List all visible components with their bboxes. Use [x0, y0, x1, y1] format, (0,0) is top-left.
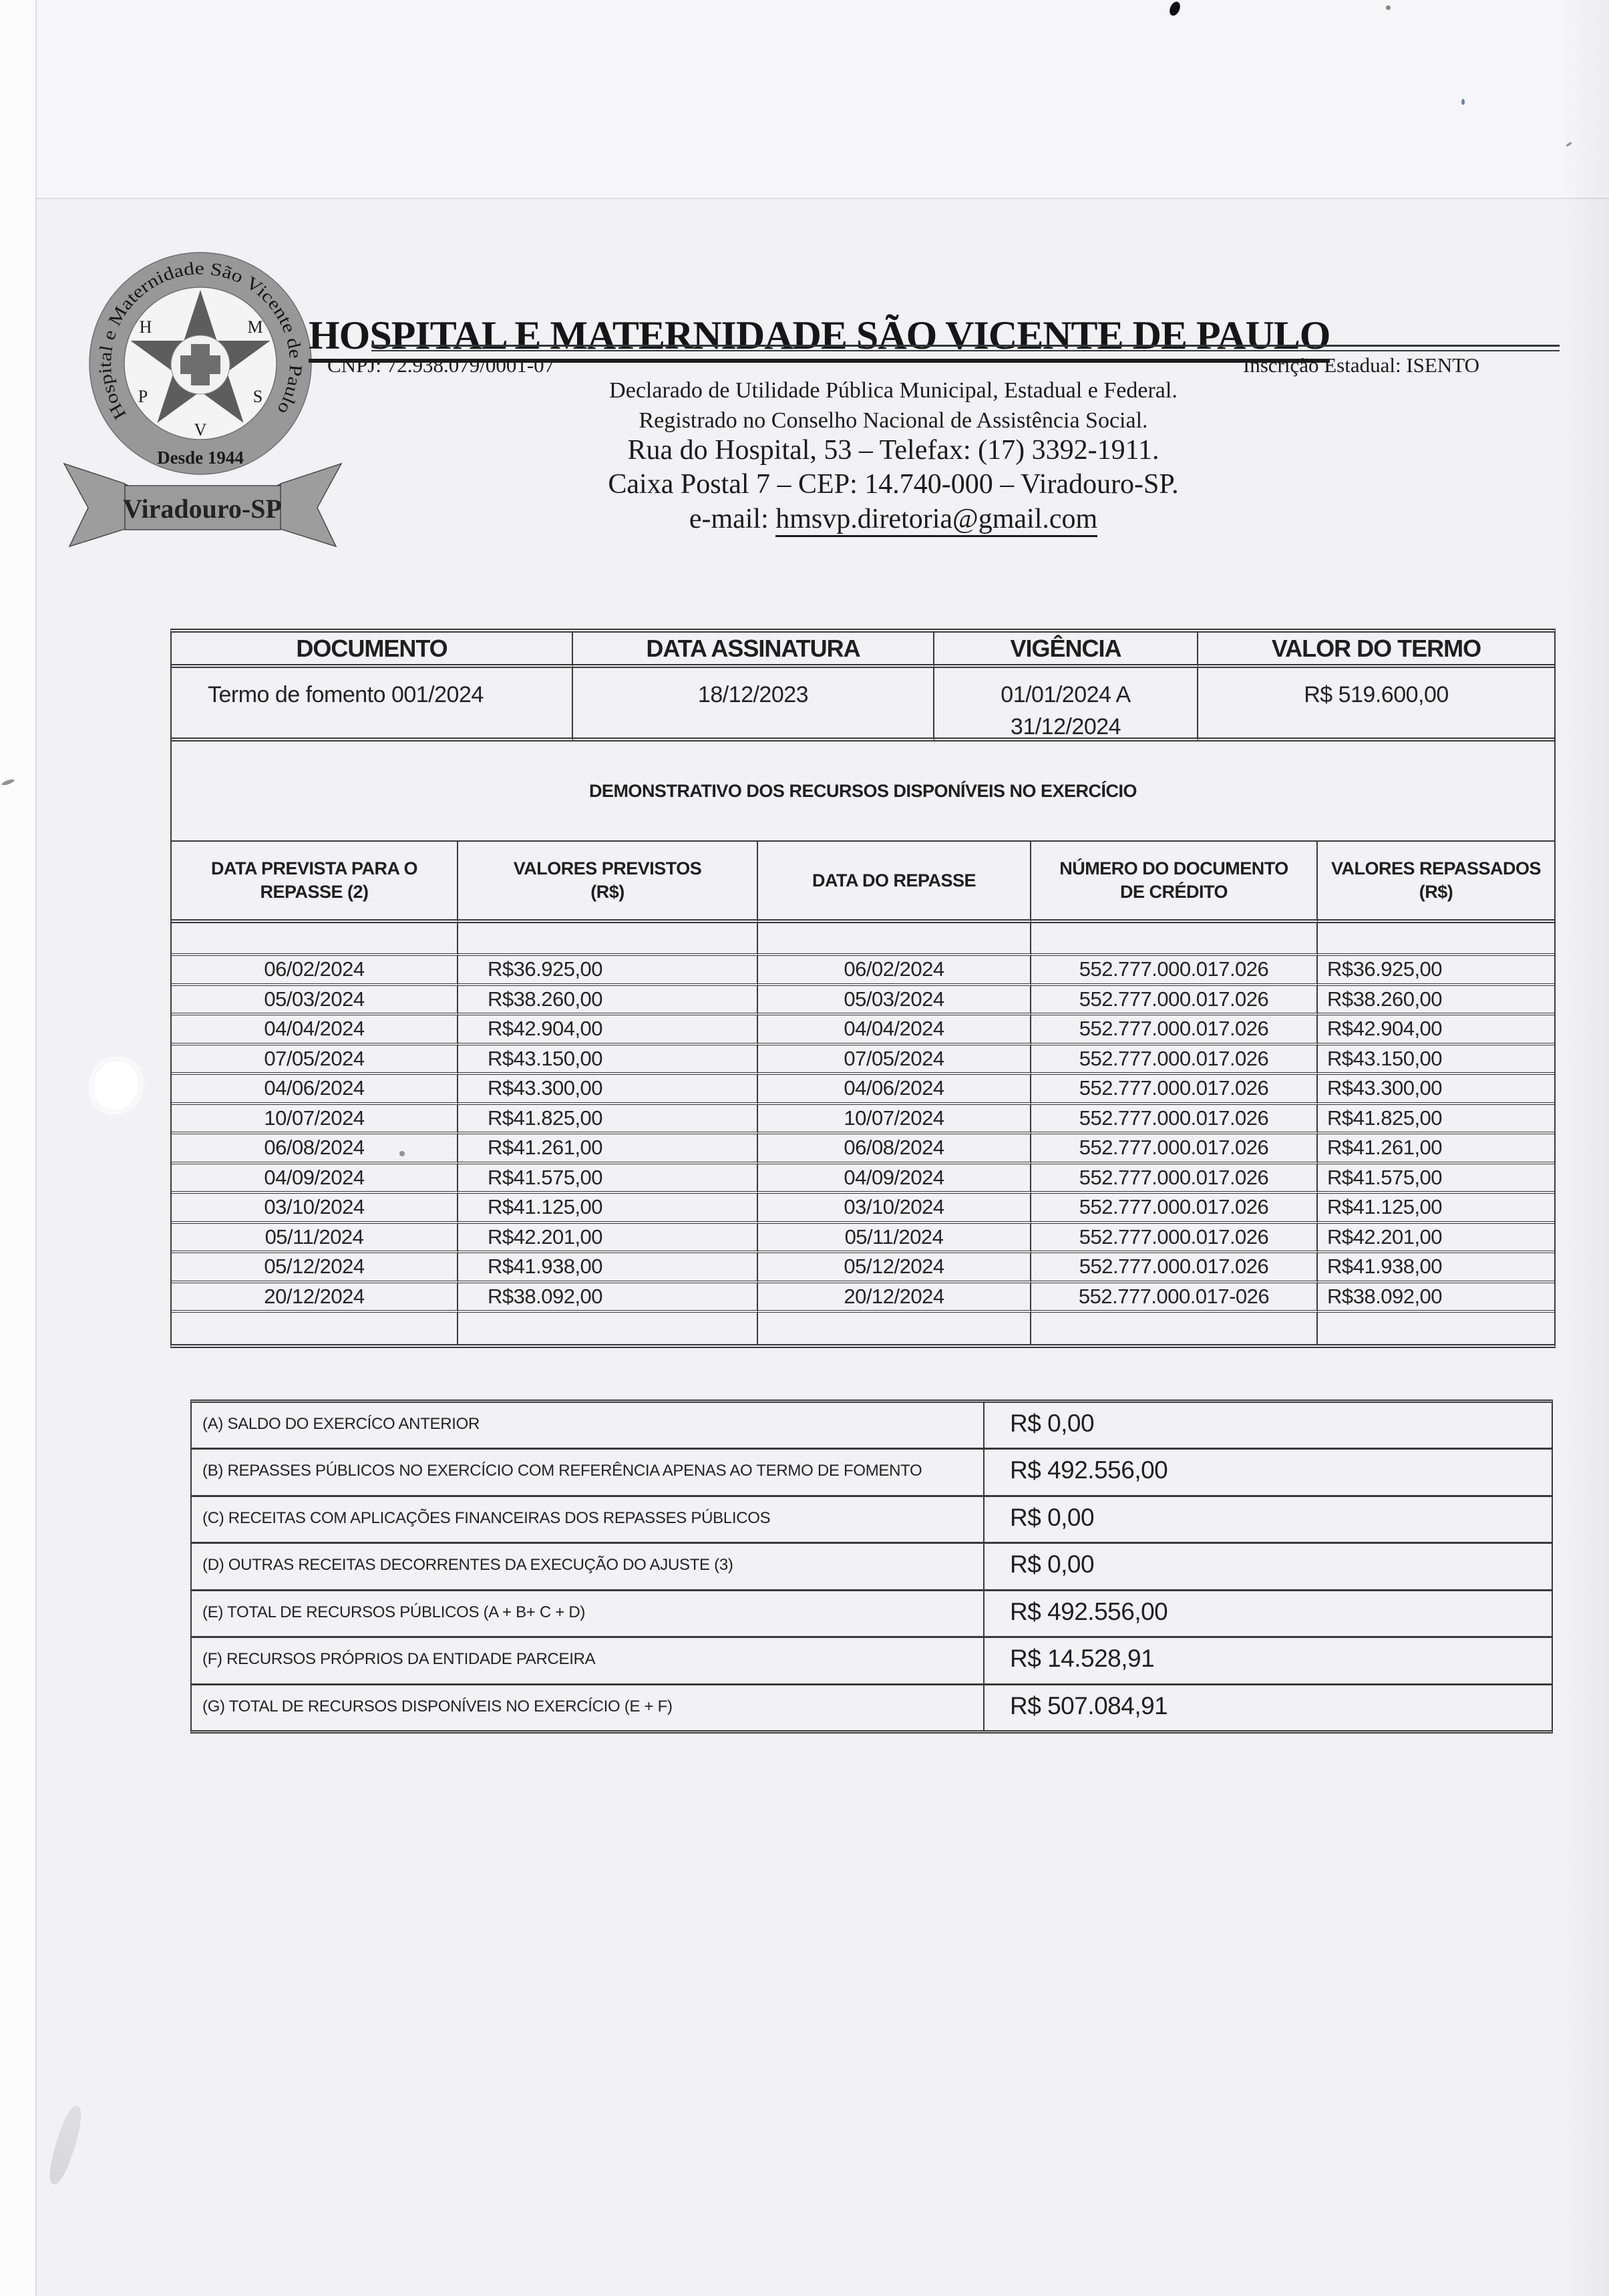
table-cell: 04/09/2024 [172, 1164, 458, 1194]
summary-table [190, 1400, 1553, 1734]
registration-row [327, 353, 1479, 377]
logo-since: Desde 1944 [157, 448, 244, 468]
declaration-line: Declarado de Utilidade Pública Municipal, Estadual e Federal. [609, 378, 1178, 403]
table-cell: R$38.260,00 [1318, 986, 1554, 1016]
scan-shadow [1562, 0, 1609, 2296]
logo-ribbon-text: Viradouro-SP [123, 494, 282, 524]
table-row [172, 1015, 1554, 1045]
column-header: NÚMERO DO DOCUMENTO DE CRÉDITO [1031, 842, 1318, 923]
table-cell: R$41.261,00 [458, 1134, 758, 1164]
term-table-header [172, 633, 1554, 668]
table-cell: 04/09/2024 [758, 1164, 1031, 1194]
ink-speck [1461, 99, 1465, 105]
table-row [172, 1164, 1554, 1194]
table-cell: 05/03/2024 [172, 986, 458, 1016]
table-cell: 552.777.000.017.026 [1031, 1194, 1318, 1224]
table-cell: R$42.904,00 [1318, 1015, 1554, 1045]
table-cell: R$43.150,00 [458, 1045, 758, 1076]
table-cell: R$42.201,00 [1318, 1224, 1554, 1254]
vigencia-line2: 31/12/2024 [1010, 714, 1121, 740]
street-line: Rua do Hospital, 53 – Telefax: (17) 3392-1911. [627, 435, 1159, 466]
table-cell: 04/04/2024 [172, 1015, 458, 1045]
table-cell: 05/03/2024 [758, 986, 1031, 1016]
column-header: DATA ASSINATURA [573, 633, 934, 668]
table-cell: 552.777.000.017.026 [1031, 1253, 1318, 1283]
table-cell: 552.777.000.017-026 [1031, 1283, 1318, 1313]
table-cell: 552.777.000.017.026 [1031, 1164, 1318, 1194]
table-cell: 05/12/2024 [758, 1253, 1031, 1283]
table-cell: R$41.938,00 [458, 1253, 758, 1283]
table-cell: 06/08/2024 [758, 1134, 1031, 1164]
page-title-text: HOSPITAL E MATERNIDADE SÃO VICENTE DE PAULO [309, 313, 1330, 363]
logo-initial: V [194, 420, 207, 440]
logo-initial: P [138, 387, 148, 406]
summary-row [192, 1591, 1552, 1638]
table-cell: 552.777.000.017.026 [1031, 1105, 1318, 1135]
table-cell: R$41.125,00 [1318, 1194, 1554, 1224]
table-cell: 07/05/2024 [758, 1045, 1031, 1076]
table-cell: R$38.092,00 [458, 1283, 758, 1313]
column-header: DOCUMENTO [172, 633, 573, 668]
summary-label: (A) SALDO DO EXERCÍCO ANTERIOR [192, 1403, 985, 1448]
email-line [311, 503, 1476, 535]
summary-value: R$ 0,00 [1010, 1410, 1095, 1437]
summary-label: (G) TOTAL DE RECURSOS DISPONÍVEIS NO EXERCÍCIO (E + F) [192, 1685, 985, 1730]
table-cell: 552.777.000.017.026 [1031, 986, 1318, 1016]
summary-label: (B) REPASSES PÚBLICOS NO EXERCÍCIO COM REFERÊNCIA APENAS AO TERMO DE FOMENTO [192, 1450, 985, 1494]
table-row [172, 1105, 1554, 1135]
column-header: VALOR DO TERMO [1198, 633, 1554, 668]
table-row [172, 956, 1554, 986]
summary-row [192, 1497, 1552, 1544]
correction-blob [92, 1059, 140, 1112]
table-cell: 05/11/2024 [172, 1224, 458, 1254]
table-cell: R$36.925,00 [458, 956, 758, 986]
inscricao-estadual: Inscrição Estadual: ISENTO [1242, 353, 1479, 377]
medical-cross-icon [180, 355, 220, 374]
table-cell: R$41.575,00 [1318, 1164, 1554, 1194]
table-cell: 06/02/2024 [758, 956, 1031, 986]
summary-label: (F) RECURSOS PRÓPRIOS DA ENTIDADE PARCEIRA [192, 1638, 985, 1683]
table-cell: 05/11/2024 [758, 1224, 1031, 1254]
table-cell: R$43.300,00 [458, 1075, 758, 1105]
scan-page-edge [37, 198, 1609, 199]
summary-row [192, 1685, 1552, 1730]
table-cell: 05/12/2024 [172, 1253, 458, 1283]
column-header: VALORES PREVISTOS (R$) [458, 842, 758, 923]
email-label: e-mail: [689, 504, 776, 534]
table-cell: R$38.092,00 [1318, 1283, 1554, 1313]
summary-row [192, 1544, 1552, 1591]
table-cell: R$43.300,00 [1318, 1075, 1554, 1105]
table-cell: R$41.825,00 [458, 1105, 758, 1135]
table-cell: 04/06/2024 [758, 1075, 1031, 1105]
table-row [172, 1194, 1554, 1224]
postal-line: Caixa Postal 7 – CEP: 14.740-000 – Viradouro-SP. [608, 469, 1179, 500]
scan-top-zone [37, 0, 1609, 198]
page-title [309, 313, 1330, 359]
table-cell: 03/10/2024 [758, 1194, 1031, 1224]
vigencia-cell [934, 668, 1198, 742]
header-rule [371, 345, 1560, 351]
term-table-row [172, 668, 1554, 742]
table-cell: 552.777.000.017.026 [1031, 1075, 1318, 1105]
summary-value: R$ 492.556,00 [1010, 1456, 1168, 1484]
data-assinatura-cell: 18/12/2023 [573, 668, 934, 742]
logo-ring-text-curve: Hospital e Maternidade São Vicente de Paulo [94, 258, 307, 424]
summary-value: R$ 14.528,91 [1010, 1645, 1155, 1673]
spacer-row [172, 923, 1554, 956]
summary-value: R$ 0,00 [1010, 1503, 1095, 1531]
repasse-table-body [172, 956, 1554, 1313]
table-cell: 07/05/2024 [172, 1045, 458, 1076]
vigencia-line1: 01/01/2024 A [1001, 682, 1131, 707]
summary-row [192, 1638, 1552, 1685]
table-cell: 04/04/2024 [758, 1015, 1031, 1045]
summary-label: (C) RECEITAS COM APLICAÇÕES FINANCEIRAS DOS REPASSES PÚBLICOS [192, 1497, 985, 1542]
summary-value: R$ 507.084,91 [1010, 1691, 1168, 1719]
main-tables [170, 629, 1556, 1348]
summary-row [192, 1403, 1552, 1450]
table-cell: 552.777.000.017.026 [1031, 1224, 1318, 1254]
pencil-smudge [45, 2104, 86, 2187]
scanner-margin [0, 0, 37, 2296]
table-cell: R$41.575,00 [458, 1164, 758, 1194]
cnpj-value: CNPJ: 72.938.079/0001-07 [327, 353, 555, 377]
table-row [172, 1045, 1554, 1076]
column-header: DATA PREVISTA PARA O REPASSE (2) [172, 842, 458, 923]
table-cell: R$43.150,00 [1318, 1045, 1554, 1076]
table-cell: 04/06/2024 [172, 1075, 458, 1105]
summary-label: (D) OUTRAS RECEITAS DECORRENTES DA EXECUÇÃO DO AJUSTE (3) [192, 1544, 985, 1589]
table-cell: R$41.125,00 [458, 1194, 758, 1224]
ribbon-tail-left [64, 464, 125, 546]
ink-speck [1386, 5, 1391, 10]
table-cell: 552.777.000.017.026 [1031, 1134, 1318, 1164]
summary-label: (E) TOTAL DE RECURSOS PÚBLICOS (A + B+ C + D) [192, 1591, 985, 1636]
summary-value: R$ 0,00 [1010, 1550, 1095, 1579]
table-cell: 10/07/2024 [758, 1105, 1031, 1135]
table-cell: 552.777.000.017.026 [1031, 1015, 1318, 1045]
table-cell: R$36.925,00 [1318, 956, 1554, 986]
table-cell: 06/02/2024 [172, 956, 458, 986]
documento-cell: Termo de fomento 001/2024 [172, 668, 573, 742]
table-cell: 552.777.000.017.026 [1031, 956, 1318, 986]
spacer-row [172, 1313, 1554, 1344]
column-header: VALORES REPASSADOS (R$) [1318, 842, 1554, 923]
summary-row [192, 1450, 1552, 1496]
valor-termo-cell: R$ 519.600,00 [1198, 668, 1554, 742]
table-cell: R$41.938,00 [1318, 1253, 1554, 1283]
section-title: DEMONSTRATIVO DOS RECURSOS DISPONÍVEIS NO EXERCÍCIO [172, 742, 1554, 842]
table-row [172, 1224, 1554, 1254]
column-header: VIGÊNCIA [934, 633, 1198, 668]
table-row [172, 986, 1554, 1016]
table-cell: 03/10/2024 [172, 1194, 458, 1224]
column-header: DATA DO REPASSE [758, 842, 1031, 923]
table-cell: R$41.261,00 [1318, 1134, 1554, 1164]
table-cell: R$38.260,00 [458, 986, 758, 1016]
logo-initial: S [252, 387, 263, 406]
hospital-logo [59, 249, 353, 583]
table-cell: 552.777.000.017.026 [1031, 1045, 1318, 1076]
table-row [172, 1134, 1554, 1164]
registration-line: Registrado no Conselho Nacional de Assistência Social. [639, 408, 1148, 433]
table-row [172, 1253, 1554, 1283]
table-row [172, 1075, 1554, 1105]
table-cell: 20/12/2024 [172, 1283, 458, 1313]
summary-value: R$ 492.556,00 [1010, 1597, 1168, 1625]
table-cell: R$42.201,00 [458, 1224, 758, 1254]
table-cell: 06/08/2024 [172, 1134, 458, 1164]
table-cell: R$42.904,00 [458, 1015, 758, 1045]
table-row [172, 1283, 1554, 1313]
repasse-table-header [172, 842, 1554, 923]
logo-initial: M [247, 317, 263, 337]
table-cell: 10/07/2024 [172, 1105, 458, 1135]
table-cell: R$41.825,00 [1318, 1105, 1554, 1135]
logo-initial: H [139, 317, 152, 337]
email-address: hmsvp.diretoria@gmail.com [775, 504, 1097, 537]
table-cell: 20/12/2024 [758, 1283, 1031, 1313]
